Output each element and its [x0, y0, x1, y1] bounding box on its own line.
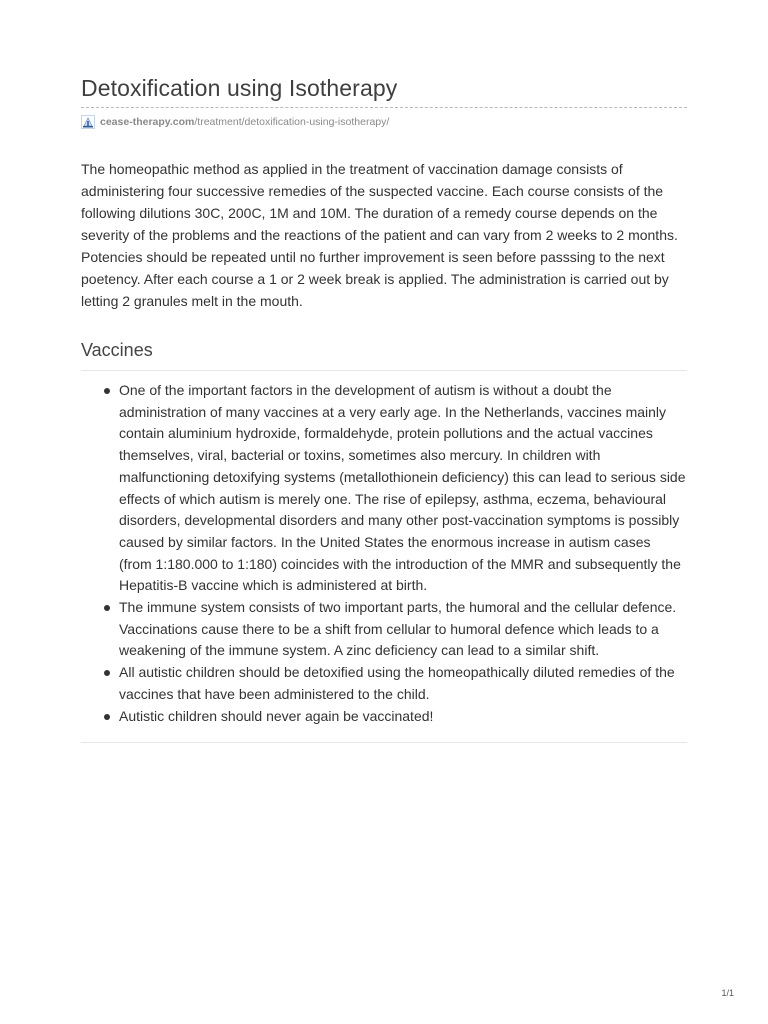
source-path[interactable]: /treatment/detoxification-using-isotherapy/ — [194, 116, 390, 128]
list-item — [81, 662, 687, 705]
list-item-text: Autistic children should never again be vaccinated! — [119, 707, 434, 724]
page-title: Detoxification using Isotherapy — [81, 75, 398, 101]
intro-paragraph: The homeopathic method as applied in the treatment of vaccination damage consists of administering four successive remedies of the suspected vaccine. Each course consists of the following dilutions 30C, 200C, 1M and 10M. The duration of a remedy course depends on the severity of the problems and the reactions of the patient and can vary from 2 weeks to 2 months. Potencies should be repeated until no further improvement is seen before passsing to the next poetency. After each course a 1 or 2 week break is applied. The administration is carried out by letting 2 granules melt in the mouth. — [81, 161, 678, 309]
bullet-icon — [104, 670, 110, 676]
section-divider — [81, 370, 687, 371]
list-item-text: One of the important factors in the development of autism is without a doubt the administration of many vaccines at a very early age. In the Netherlands, vaccines mainly contain aluminium hydroxide, formaldehyde, protein pollutions and the actual vaccines themselves, viral, bacterial or toxins, sometimes also mercury. In children with malfunctioning detoxifying systems (metallothionein deficiency) this can lead to serious side effects of which autism is merely one. The rise of epilepsy, asthma, eczema, behavioural disorders, developmental disorders and many other post-vaccination symptoms is possibly caused by similar factors. In the United States the enormous increase in autism cases (from 1:180.000 to 1:180) coincides with the introduction of the MMR and subsequently the Hepatitis-B vaccine which is administered at birth. — [119, 382, 686, 594]
bullet-icon — [104, 605, 110, 611]
site-favicon-icon — [81, 115, 95, 129]
title-divider — [81, 107, 687, 108]
vaccines-list — [81, 380, 687, 727]
list-item — [81, 706, 687, 728]
bullet-icon — [104, 714, 110, 720]
source-domain[interactable]: cease-therapy.com — [100, 116, 195, 128]
source-link[interactable] — [81, 114, 687, 130]
bullet-icon — [104, 388, 110, 394]
section-heading: Vaccines — [81, 340, 153, 360]
list-item — [81, 597, 687, 662]
section-end-divider — [81, 742, 687, 743]
list-item — [81, 380, 687, 597]
article — [81, 72, 687, 743]
list-item-text: The immune system consists of two important parts, the humoral and the cellular defence. Vaccinations cause there to be a shift from cellular to humoral defence which leads to a weakening of the immune system. A zinc deficiency can lead to a similar shift. — [119, 599, 677, 659]
page-number: 1/1 — [721, 988, 734, 998]
list-item-text: All autistic children should be detoxified using the homeopathically diluted remedies of the vaccines that have been administered to the child. — [119, 664, 675, 702]
